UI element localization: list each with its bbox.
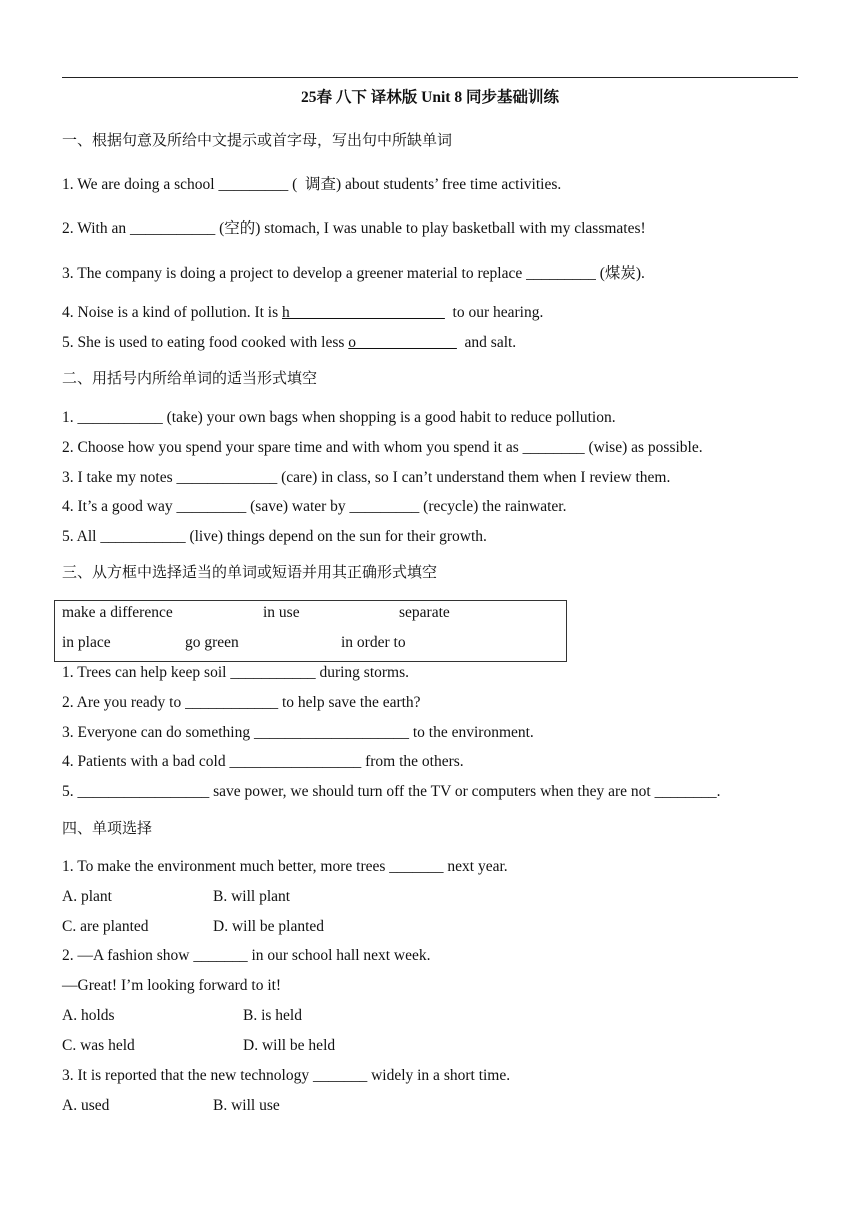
option-a: A. used — [62, 1097, 110, 1114]
option-b: B. will use — [213, 1097, 280, 1114]
option-b: B. will plant — [213, 888, 291, 905]
header-rule — [62, 77, 798, 78]
option-a: A. holds — [62, 1007, 115, 1024]
page-title: 25春 八下 译林版 Unit 8 同步基础训练 — [301, 89, 559, 106]
section-2-heading: 二、用括号内所给单词的适当形式填空 — [62, 369, 318, 387]
q5-text-a: 5. She is used to eating food cooked with less — [62, 334, 349, 351]
q4-text-a: 4. Noise is a kind of pollution. It is — [62, 304, 283, 321]
option-c: C. was held — [62, 1037, 135, 1054]
word-bank-item: separate — [399, 604, 450, 621]
part3-question-2: 2. Are you ready to ____________ to help save the earth? — [62, 694, 421, 711]
q4-text-c: to our hearing. — [444, 304, 544, 321]
option-b: B. is held — [243, 1007, 302, 1024]
part1-question-5 — [62, 333, 516, 353]
q4-blank: h____________________ — [282, 304, 445, 321]
part2-question-1: 1. ___________ (take) your own bags when shopping is a good habit to reduce pollution. — [62, 409, 616, 426]
word-bank-item: in order to — [341, 634, 406, 651]
part3-question-4: 4. Patients with a bad cold _________________ from the others. — [62, 753, 464, 770]
part1-question-3: 3. The company is doing a project to develop a greener material to replace _________ (煤炭). — [62, 265, 645, 282]
part2-question-2: 2. Choose how you spend your spare time and with whom you spend it as ________ (wise) as possible. — [62, 439, 703, 456]
part2-question-4: 4. It’s a good way _________ (save) water by _________ (recycle) the rainwater. — [62, 498, 567, 515]
part3-question-5: 5. _________________ save power, we should turn off the TV or computers when they are not ________. — [62, 783, 721, 800]
part2-question-5: 5. All ___________ (live) things depend on the sun for their growth. — [62, 528, 487, 545]
word-bank-item: in place — [62, 634, 111, 651]
option-a: A. plant — [62, 888, 112, 905]
part1-question-4 — [62, 303, 543, 323]
option-d: D. will be held — [243, 1037, 336, 1054]
word-bank-item: in use — [263, 604, 300, 621]
part3-question-1: 1. Trees can help keep soil ___________ during storms. — [62, 664, 410, 681]
section-3-heading: 三、从方框中选择适当的单词或短语并用其正确形式填空 — [62, 563, 438, 581]
part1-question-1: 1. We are doing a school _________ ( 调查) about students’ free time activities. — [62, 176, 562, 193]
part3-question-3: 3. Everyone can do something ____________________ to the environment. — [62, 724, 534, 741]
word-bank-item: make a difference — [62, 604, 173, 621]
section-1-heading: 一、根据句意及所给中文提示或首字母，写出句中所缺单词 — [62, 131, 453, 149]
part4-question-1: 1. To make the environment much better, more trees _______ next year. — [62, 858, 508, 875]
part4-question-2-reply: —Great! I’m looking forward to it! — [62, 977, 282, 994]
part1-question-2: 2. With an ___________ (空的) stomach, I was unable to play basketball with my classmates! — [62, 220, 646, 237]
option-c: C. are planted — [62, 918, 149, 935]
part4-question-3: 3. It is reported that the new technology _______ widely in a short time. — [62, 1067, 511, 1084]
part2-question-3: 3. I take my notes _____________ (care) in class, so I can’t understand them when I review them. — [62, 469, 671, 486]
word-bank-item: go green — [185, 634, 239, 651]
part4-question-2: 2. —A fashion show _______ in our school hall next week. — [62, 947, 431, 964]
option-d: D. will be planted — [213, 918, 325, 935]
q5-text-c: and salt. — [456, 334, 517, 351]
section-4-heading: 四、单项选择 — [62, 819, 153, 837]
q5-blank: o_____________ — [348, 334, 457, 351]
